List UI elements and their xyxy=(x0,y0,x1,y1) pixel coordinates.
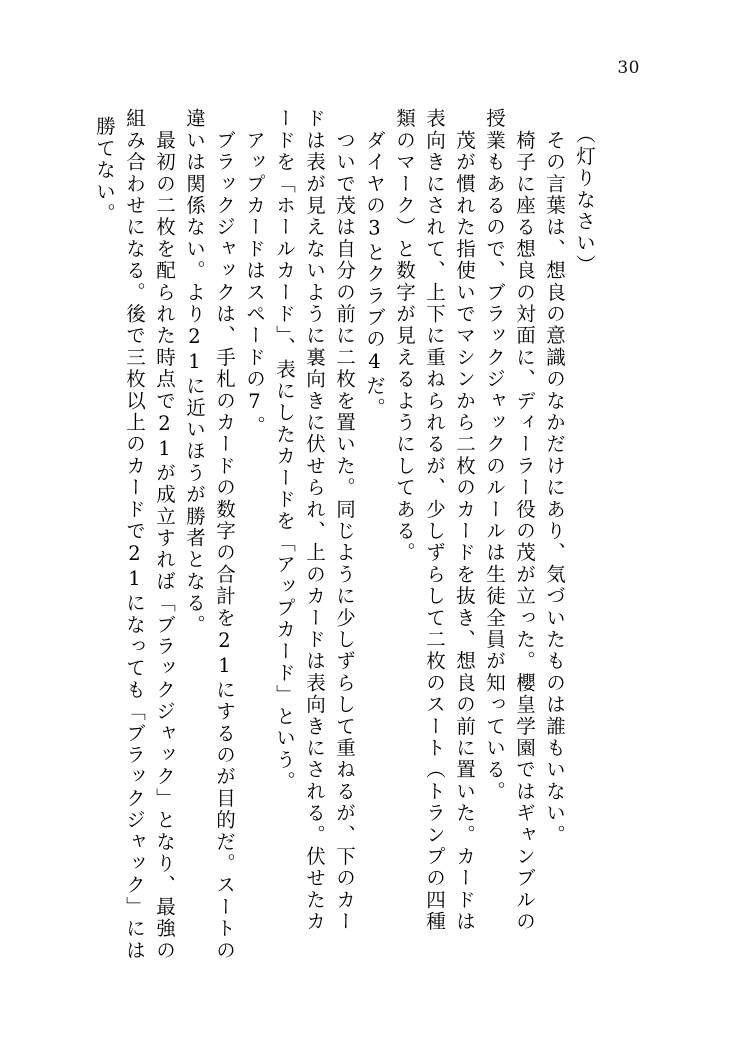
text-column: 組み合わせになる。後で三枚以上のカードで21になっても「ブラックジャック」には xyxy=(123,108,146,962)
page-number: 30 xyxy=(617,58,640,78)
text-column: 表向きにされて、上下に重ねられるが、少しずらして二枚のスート（トランプの四種 xyxy=(423,108,446,933)
text-column: ダイヤの3とクラブの4だ。 xyxy=(363,108,386,419)
text-column: ブラックジャックは、手札のカードの数字の合計を21にするのが目的だ。スートの xyxy=(213,108,236,962)
text-column: ドは表が見えないように裏向きに伏せられ、上のカードは表向きにされる。伏せたカ xyxy=(303,108,326,933)
text-column: ードを「ホールカード」、表にしたカードを「アップカード」という。 xyxy=(273,108,296,793)
text-column: 授業もあるので、ブラックジャックのルールは生徒全員が知っている。 xyxy=(483,108,506,803)
text-column: その言葉は、想良の意識のなかだけにあり、気づいたものは誰もいない。 xyxy=(543,108,566,846)
vertical-text-block xyxy=(84,108,644,968)
text-column: 椅子に座る想良の対面に、ディーラー役の茂が立った。櫻皇学園ではギャンブルの xyxy=(513,108,536,933)
text-column: ついで茂は自分の前に二枚を置いた。同じように少しずらして重ねるが、下のカー xyxy=(333,108,356,933)
text-column: 勝てない。 xyxy=(93,116,116,225)
text-column: （灯りなさい） xyxy=(573,124,596,276)
text-column: アップカードはスペードの7。 xyxy=(243,108,266,437)
text-column: 茂が慣れた指使いでマシンから二枚のカードを抜き、想良の前に置いた。カードは xyxy=(453,108,476,933)
text-column: 最初の二枚を配られた時点で21が成立すれば「ブラックジャック」となり、最強の xyxy=(153,108,176,962)
text-column: 違いは関係ない。より21に近いほうが勝者となる。 xyxy=(183,108,206,636)
text-column: 類のマーク）と数字が見えるようにしてある。 xyxy=(393,108,416,564)
